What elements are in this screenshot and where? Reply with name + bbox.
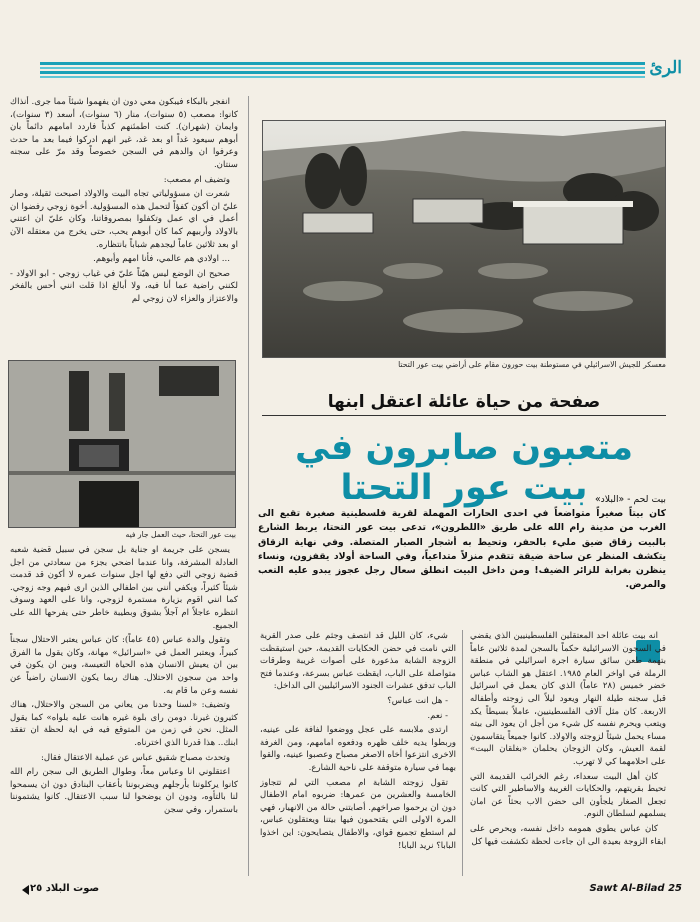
paragraph: وتقول والدة عباس (٤٥ عاماً): كان عباس يعتبر الاحتلال سجناً كبيراً، ويعتبر العمل في «اسرائيل» مهانة، وكان يقول ما الفرق بين ان يعيش الانسان هذه الحياة التعيسة، وبين ان يكون في واحد من سجون الاحتلال. هناك ربما يكون الانسان راضياً عن نفسه وعن ما قام به. [10, 635, 238, 696]
paragraph: انفجر بالبكاء فيبكون معي دون ان يفهموا شيئاً مما جرى. أنذاك كانوا: مصعب (٥ سنوات)، منار (٦ سنوات)، أسعد (٣ سنوات)، وايمان (شهران). كنت اطمئنهم كذباً فاردد امامهم دائماً بان أبوهم سيعود غداً او بعد غد، غير انهم ادركوا فيما بعد ما حدث وعرفوا ان والدهم في السجن خصوصاً وقد مرّ على سجنه سنتان. [10, 97, 238, 170]
footer-arrow-icon [22, 885, 29, 895]
side-photo [8, 360, 236, 528]
footer-magazine-name: صوت البلاد ٢٥ [30, 883, 100, 894]
paragraph: - هل انت عباس؟ [387, 695, 448, 706]
dateline: بيت لحم - «البلاد» [594, 494, 666, 505]
paragraph: صحيح ان الوضع ليس هيّناً عليّ في غياب زوجي - ابو الاولاد - لكنني راضية عما أنا فيه، ولا أبالغ اذا قلت انني أحس بالفخر والاعتزاز والعزاء لان زوجي لم [10, 268, 238, 304]
settlement-camp-photo [263, 121, 666, 358]
paragraph: كان أهل البيت سعداء، رغم الخرائب القديمة التي تحيط بقريتهم، والحكايات الغريبة والاساطير التي كانت تجعل الصغار يلجأون الى حضن الاب بحثاً عن امان يسلمهم لسلطان النوم. [470, 771, 666, 820]
column-left-bottom [10, 544, 238, 876]
paragraph: ... اولادي هم عالمي، فأنا امهم وأبوهم. [93, 254, 230, 265]
paragraph: - نعم. [427, 710, 448, 721]
paragraph: وتضيف ام مصعب: [163, 174, 230, 185]
main-photo-caption: معسكر للجيش الاسرائيلي في مستوطنة بيت حورون مقام على أراضي بيت عور التحتا [398, 360, 666, 369]
paragraph: تقول زوجته الشابة ام مصعب التي لم تتجاوز الخامسة والعشرين من عمرها: ضربوه امام الاطفال دون ان يرحموا صراخهم. أصابتني حالة من الانهيار، فهي المرة الاولى التي يقتحمون فيها بيتنا ويعتقلون عباس، لم استطع تجميع قواي، والاطفال يتصايحون: اين اخذوا البابا؟ نريد البابا! [260, 777, 456, 851]
main-photo [262, 120, 666, 358]
paragraph: شيء، كان الليل قد انتصف وجثم على صدر القرية التي نامت في حضن الحكايات القديمة، حين استيقظت الزوجة الشابة مذعورة على أصوات غريبة وطرقات متواصلة على الباب، ايقظت عباس بسرعة، وعندما فتح الباب تدفق عشرات الجنود الاسرائيليين الى الداخل: [260, 631, 456, 692]
paragraph: ارتدى ملابسه على عجل ووضعوا لفافة على عينيه، وربطوا يديه خلف ظهره ودفعوه امامهم، ومن الغرفة الاخرى انتزعوا أخاه الاصغر مصباح وعصبوا عينيه، والقوا بهما في سيارة متوقفة على ناحية الشارع. [260, 725, 456, 773]
column-right [470, 630, 666, 876]
article-title: متعبون صابرون في بيت عور التحتا [294, 428, 634, 508]
paragraph: وتضيف: «لسنا وحدنا من يعاني من السجن والاحتلال، هناك كثيرون غيرنا. دومن راى بلوة غيره هانت عليه بلواه» كما يقول المثل. نحن في زمن من المتوقع فيه في اية لحظة ان تفقد ابنك.. هذا قدرنا الذي اخترناه. [10, 700, 238, 748]
column-divider [248, 96, 249, 876]
article-kicker: صفحة من حياة عائلة اعتقل ابنها [327, 392, 601, 412]
column-left-top [10, 96, 238, 358]
paragraph: انه بيت عائلة احد المعتقلين الفلسطينيين الذي يقضي في السجون الاسرائيلية حكماً بالسجن لمدة ثلاثين عاماً بتهمة طعن سائق سيارة اجرة اسرائيلي في منطقة الرملة في اواخر العام ١٩٨٥. اعتقل هو الشاب عباس خضر خميس (٢٨ عاماً) الذي كان يعمل في اسرائيل قبل سجنه طيلة النهار ويعود ليلاً الى زوجته وأطفاله الاربعة. كان مثل آلاف الفلسطينيين، عاملاً بسيطاً يكد ويتعب ويحرم نفسه كل شيء من أجل ان يعود الى بيته مساء يحمل شيئاً لزوجته والاولاد. كانوا جميعاً يتقاسمون لقمة العيش، وكان الزوجان يحلمان «بغلقان البيت» على احلامهما كي لا تهرب. [470, 631, 666, 767]
section-tag: الرئ [649, 58, 682, 78]
column-middle [260, 630, 456, 876]
paragraph: شعرت ان مسؤولياتي تجاه البيت والاولاد اصبحت ثقيلة، وصار عليّ ان أكون كفؤاً لتحمل هذه المسؤولية. أخوة زوجي رفضوا ان أعمل في اي عمل وتكفلوا بمصروفاتنا، وكان عليّ ان اعتني بالاولاد وأربيهم كما كان أبوهم يحب، حتى يخرج من معتقله الآن او بعد ثلاثين عاماً ليجدهم شباباً بانتظاره. [10, 189, 238, 250]
paragraph: وتحدث مصباح شقيق عباس عن عملية الاعتقال فقال: [40, 752, 230, 763]
paragraph: يسجن على جريمة او جناية بل سجن في سبيل قضية شعبه العادلة المشرفة، وانا عندما اضحي بجزء من سعادتي من اجل قضية زوجي التي دفع لها اجل سنوات عمره لا أكون قد قدمت شيئاً كثيراً، ويكفي أنني بين اطفالي الذين ارى فيهم وجه زوجي. كما انني اقوم بزيارة مستمرة لزوجي، وانا على العهد وسوف انتظره عاجلاً ام آجلاً بشوق وبطيبة خاطر حتى يفرحها الله على الجميع. [10, 545, 238, 631]
lead-text: كان بيتاً صغيراً متواضعاً في احدى الحارات المهملة لقرية فلسطينية صغيرة تقبع الى الغرب من مدينة رام الله على طريق «اللطرون»، تدعى بيت عور التحتا، يربط الشارع بالبيت زقاق ضيق مليء بالحفر، وتحيط به أشجار الصبار المتصلة. وفي نهاية الزقاق يتكشف المنظر عن ساحة ضيقة تتقدم منزلاً متداعياً، وفي الساحة أولاد يقفزون، ونساء ينظرن بغرابة للزائر الضيف! ومن داخل البيت انطلق سعال رجل عجوز يبدو عليه التعب والمرض. [258, 508, 666, 591]
article-lead [258, 493, 666, 621]
footer-page-label: Sawt Al-Bilad 25 [589, 883, 682, 894]
header-stripes [40, 62, 645, 84]
paragraph: كان عباس يطوي همومه داخل نفسه، ويحرص على ابقاء الزوجة بعيدة الى ان جاءت لحظة تكشفت فيها كل [470, 823, 666, 847]
side-photo-caption: بيت عور التحتا، حيث العمل جار فيه [125, 530, 236, 539]
paragraph: اعتقلوني انا وعباس معاً، وطوال الطريق الى سجن رام الله كانوا يركلوننا بأرجلهم ويضربوننا بأعقاب البنادق دون ان يسمحوا لنا بالتأوه، ودون ان يوضحوا لنا سبب الاعتقال. كانوا يشتموننا باستمرار، وفي سجن [10, 767, 238, 815]
kicker-underline [262, 415, 666, 416]
house-wall-photo [9, 361, 236, 528]
column-divider [462, 630, 463, 876]
